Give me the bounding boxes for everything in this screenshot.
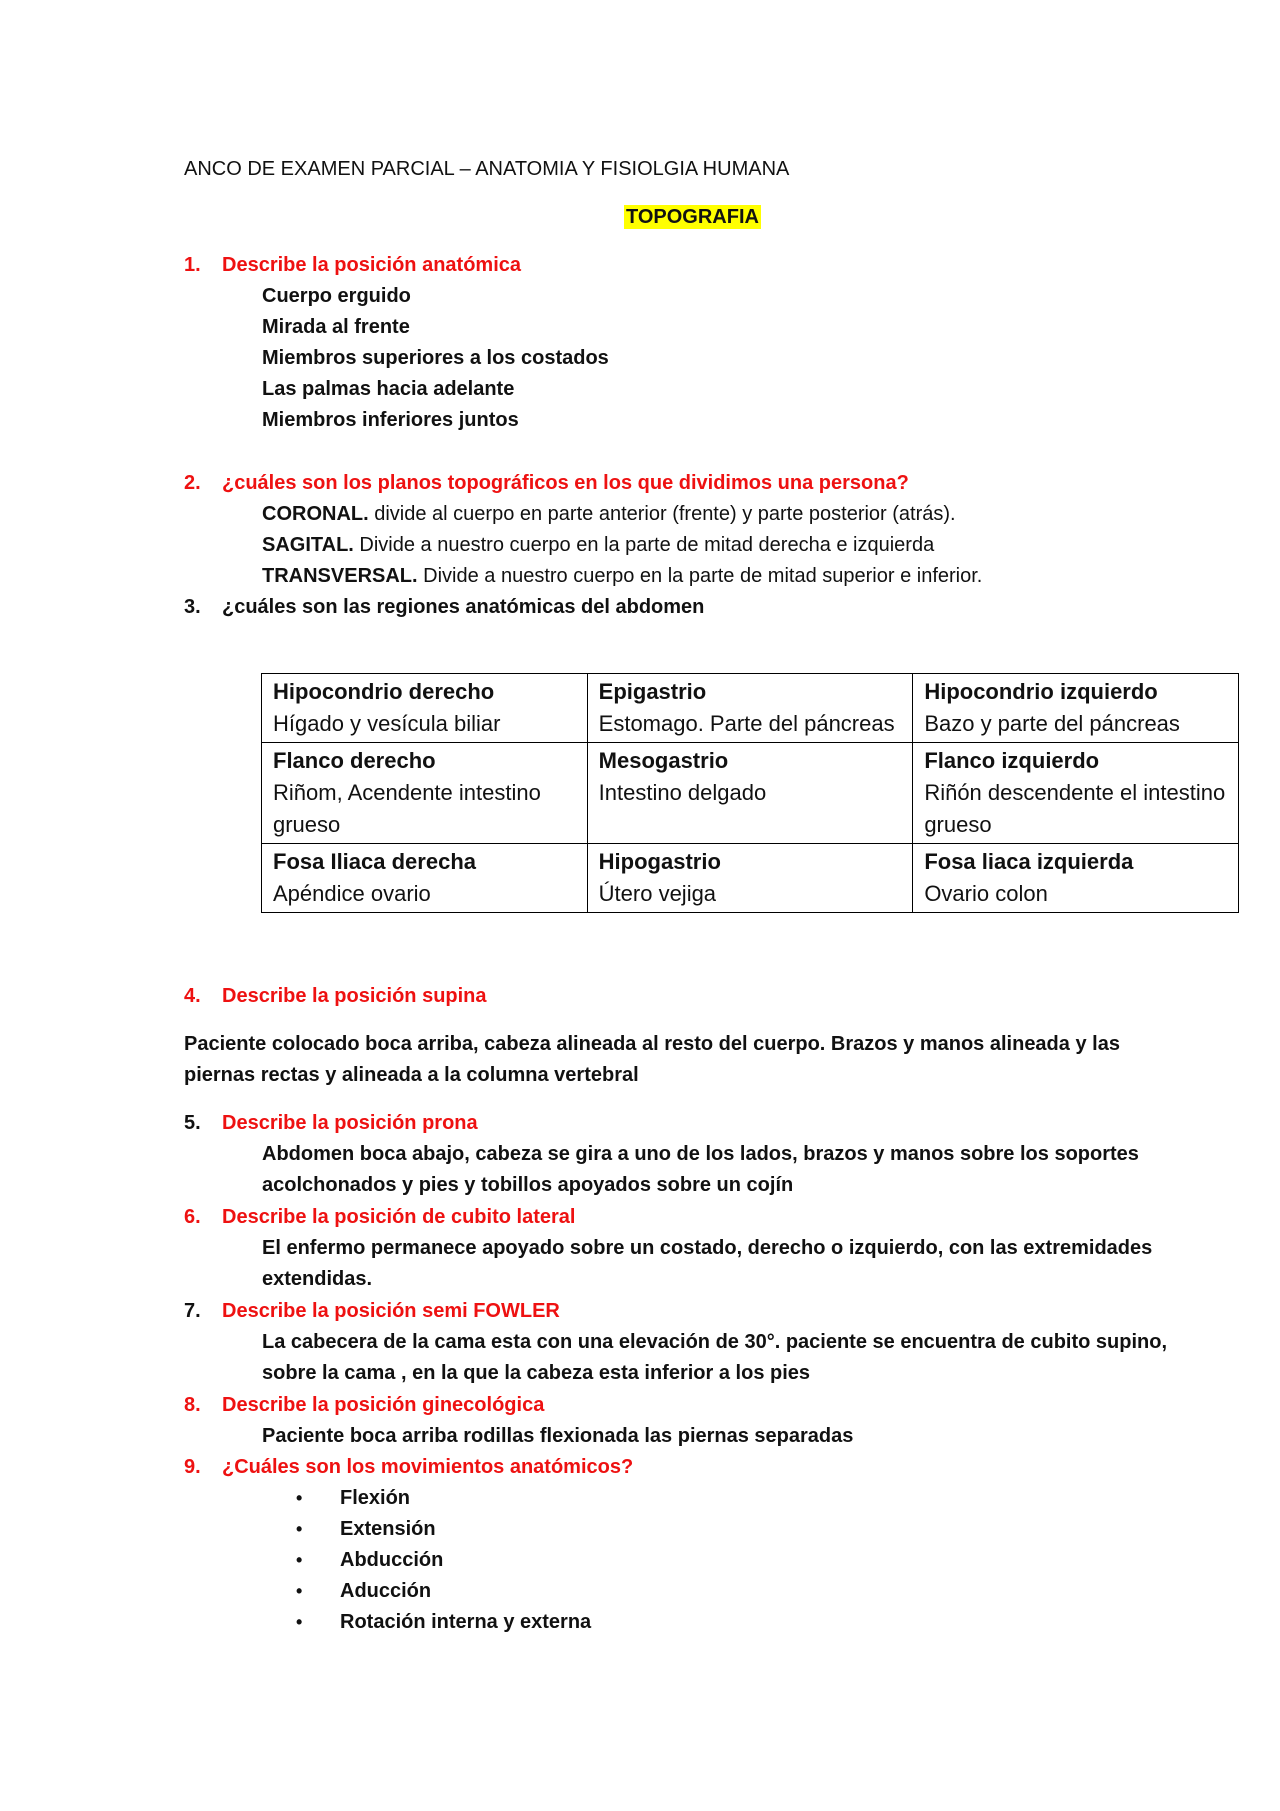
- question-4-text: Describe la posición supina: [222, 985, 487, 1007]
- question-6-number: 6.: [184, 1206, 201, 1228]
- q4-answer-line-2: piernas rectas y alineada a la columna vertebral: [184, 1064, 639, 1086]
- region-title: Flanco derecho: [273, 748, 436, 773]
- q8-answer: Paciente boca arriba rodillas flexionada las piernas separadas: [262, 1425, 854, 1447]
- table-cell: [913, 674, 1239, 743]
- region-organs: Hígado y vesícula biliar: [273, 711, 501, 736]
- q4-answer-line-1: Paciente colocado boca arriba, cabeza alineada al resto del cuerpo. Brazos y manos alineada y las: [184, 1033, 1120, 1055]
- region-organs: Ovario colon: [924, 881, 1048, 906]
- region-title: Epigastrio: [598, 679, 707, 704]
- region-organs: Riñom, Acendente intestino grueso: [273, 780, 541, 837]
- q1-answer-4: Las palmas hacia adelante: [262, 378, 515, 400]
- plane-sagital-term: SAGITAL.: [262, 534, 354, 556]
- section-heading-highlight: TOPOGRAFIA: [626, 206, 759, 228]
- question-2-number: 2.: [184, 472, 201, 494]
- table-row: [262, 844, 1239, 913]
- bullet-icon: •: [296, 1550, 303, 1570]
- bullet-icon: •: [296, 1488, 303, 1508]
- movement-label: Extensión: [340, 1518, 436, 1540]
- question-3-text: ¿cuáles son las regiones anatómicas del abdomen: [222, 596, 705, 618]
- bullet-icon: •: [296, 1612, 303, 1632]
- plane-sagital-desc: Divide a nuestro cuerpo en la parte de mitad derecha e izquierda: [353, 534, 935, 556]
- table-cell: [262, 674, 588, 743]
- region-organs: Riñón descendente el intestino grueso: [924, 780, 1226, 837]
- region-organs: Intestino delgado: [598, 780, 767, 805]
- question-5-text: Describe la posición prona: [222, 1112, 478, 1134]
- question-4-number: 4.: [184, 985, 201, 1007]
- table-cell: [913, 743, 1239, 844]
- plane-transversal-desc: Divide a nuestro cuerpo en la parte de mitad superior e inferior.: [417, 565, 983, 587]
- question-7-text: Describe la posición semi FOWLER: [222, 1300, 560, 1322]
- question-8-number: 8.: [184, 1394, 201, 1416]
- section-heading: [624, 204, 761, 230]
- plane-coronal-desc: divide al cuerpo en parte anterior (frente) y parte posterior (atrás).: [368, 503, 956, 525]
- q6-answer-line-2: extendidas.: [262, 1268, 373, 1290]
- table-row: [262, 674, 1239, 743]
- table-cell: [587, 844, 913, 913]
- table-cell: [262, 844, 588, 913]
- region-organs: Bazo y parte del páncreas: [924, 711, 1180, 736]
- region-title: Hipocondrio izquierdo: [924, 679, 1158, 704]
- bullet-icon: •: [296, 1581, 303, 1601]
- question-9-text: ¿Cuáles son los movimientos anatómicos?: [222, 1456, 634, 1478]
- region-title: Fosa liaca izquierda: [924, 849, 1134, 874]
- q7-answer-line-1: La cabecera de la cama esta con una elevación de 30°. paciente se encuentra de cubito supino,: [262, 1331, 1168, 1353]
- question-2-text: ¿cuáles son los planos topográficos en los que dividimos una persona?: [222, 472, 909, 494]
- q1-answer-1: Cuerpo erguido: [262, 285, 411, 307]
- question-7-number: 7.: [184, 1300, 201, 1322]
- region-title: Flanco izquierdo: [924, 748, 1100, 773]
- q7-answer-line-2: sobre la cama , en la que la cabeza esta inferior a los pies: [262, 1362, 811, 1384]
- movement-label: Rotación interna y externa: [340, 1611, 592, 1633]
- plane-transversal-term: TRANSVERSAL.: [262, 565, 418, 587]
- region-organs: Estomago. Parte del páncreas: [598, 711, 895, 736]
- bullet-icon: •: [296, 1519, 303, 1539]
- question-9-number: 9.: [184, 1456, 201, 1478]
- table-row: [262, 743, 1239, 844]
- table-cell: [262, 743, 588, 844]
- table-cell: [913, 844, 1239, 913]
- movement-label: Aducción: [340, 1580, 432, 1602]
- region-organs: Útero vejiga: [598, 881, 717, 906]
- question-1-text: Describe la posición anatómica: [222, 254, 521, 276]
- q6-answer-line-1: El enfermo permanece apoyado sobre un costado, derecho o izquierdo, con las extremidades: [262, 1237, 1153, 1259]
- region-organs: Apéndice ovario: [273, 881, 431, 906]
- table-cell: [587, 743, 913, 844]
- movement-label: Flexión: [340, 1487, 411, 1509]
- question-3-number: 3.: [184, 596, 201, 618]
- plane-coronal-term: CORONAL.: [262, 503, 369, 525]
- plane-sagital: [262, 532, 934, 558]
- q5-answer-line-1: Abdomen boca abajo, cabeza se gira a uno de los lados, brazos y manos sobre los soportes: [262, 1143, 1139, 1165]
- movement-label: Abducción: [340, 1549, 444, 1571]
- table-cell: [587, 674, 913, 743]
- q5-answer-line-2: acolchonados y pies y tobillos apoyados sobre un cojín: [262, 1174, 794, 1196]
- q1-answer-2: Mirada al frente: [262, 316, 410, 338]
- plane-transversal: [262, 563, 982, 589]
- region-title: Mesogastrio: [598, 748, 729, 773]
- region-title: Fosa Iliaca derecha: [273, 849, 476, 874]
- q1-answer-5: Miembros inferiores juntos: [262, 409, 519, 431]
- question-5-number: 5.: [184, 1112, 201, 1134]
- document-title: ANCO DE EXAMEN PARCIAL – ANATOMIA Y FISIOLGIA HUMANA: [184, 158, 790, 180]
- abdomen-regions-table: [261, 673, 1239, 913]
- question-1-number: 1.: [184, 254, 201, 276]
- question-8-text: Describe la posición ginecológica: [222, 1394, 545, 1416]
- region-title: Hipogastrio: [598, 849, 721, 874]
- question-6-text: Describe la posición de cubito lateral: [222, 1206, 576, 1228]
- q1-answer-3: Miembros superiores a los costados: [262, 347, 609, 369]
- region-title: Hipocondrio derecho: [273, 679, 495, 704]
- plane-coronal: [262, 501, 956, 527]
